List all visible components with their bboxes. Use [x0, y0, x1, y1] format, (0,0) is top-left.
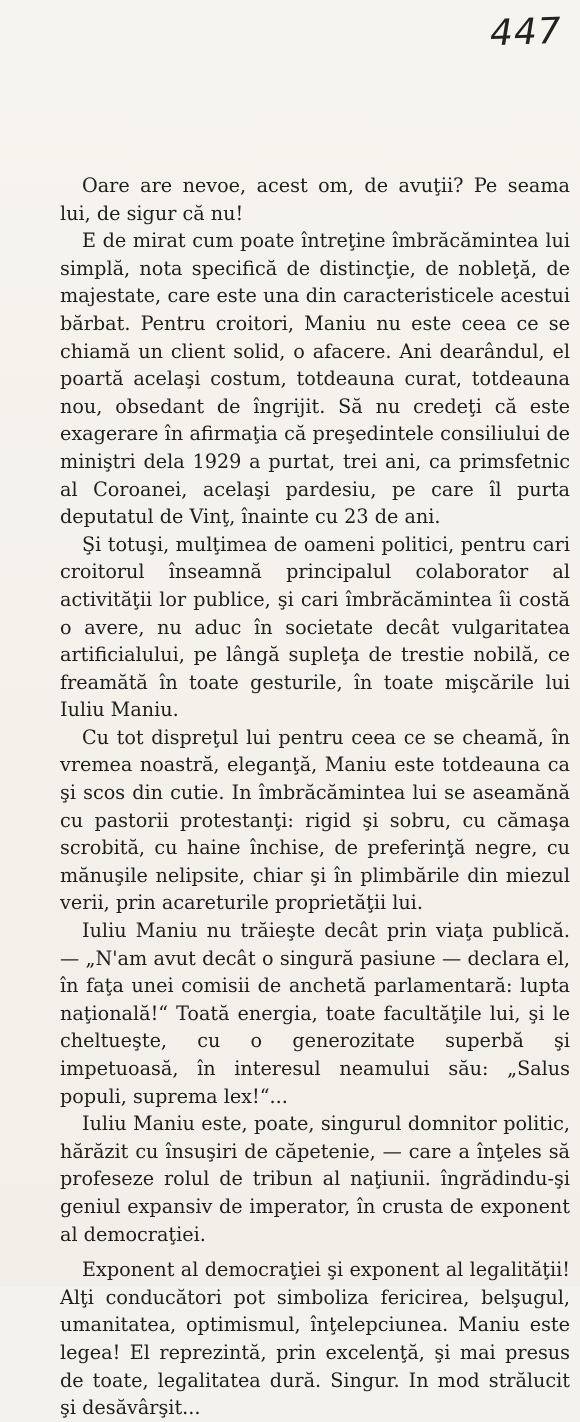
paragraph-5: Iuliu Maniu nu trăieşte decât prin viaţa publică. — „N'am avut decât o singură pasiune — declara el, în faţa unei comisii de anchetă parlamentară: lupta naţională!“ Toată energia, toate facultăţile lui, şi le cheltueşte, cu o generozitate superbă şi impetuoasă, în interesul neamului său: „Salus populi, suprema lex!“... — [60, 919, 570, 1108]
body-text — [60, 172, 570, 1422]
page-number: 447 — [489, 10, 563, 55]
paragraph-6: Iuliu Maniu este, poate, singurul domnitor politic, hărăzit cu însuşiri de căpetenie, — care a înţeles să profeseze rolul de tribun al naţiunii. îngrădindu-şi geniul expansiv de imperator, în crusta de exponent al democraţiei. — [60, 1112, 570, 1246]
paragraph-2: E de mirat cum poate întreţine îmbrăcămintea lui simplă, nota specifică de distincţie, de nobleţă, de majestate, care este una din caracteristicele acestui bărbat. Pentru croitori, Maniu nu este ceea ce se chiamă un client solid, o afacere. Ani dearândul, el poartă acelaşi costum, totdeauna curat, totdeauna nou, obsedant de îngrijit. Să nu credeţi că este exagerare în afirmaţia că preşedintele consiliului de miniştri dela 1929 a purtat, trei ani, ca primsfetnic al Coroanei, acelaşi pardesiu, pe care îl purta deputatul de Vinţ, înainte cu 23 de ani. — [60, 229, 570, 529]
paragraph-1: Oare are nevoe, acest om, de avuţii? Pe seama lui, de sigur că nu! — [60, 174, 570, 225]
paragraph-3: Şi totuşi, mulţimea de oameni politici, pentru cari croitorul înseamnă principalul colaborator al activităţii lor publice, şi cari îmbrăcămintea îi costă o avere, nu aduc în societate decât vulgaritatea artificialului, pe lângă supleţa de trestie nobilă, ce freamătă în toate gesturile, în toate mişcările lui Iuliu Maniu. — [60, 532, 570, 722]
paragraph-4: Cu tot dispreţul lui pentru ceea ce se cheamă, în vremea noastră, eleganţă, Maniu este totdeauna ca şi scos din cutie. In îmbrăcămintea lui se aseamănă cu pastorii protestanţi: rigid şi sobru, cu cămaşa scrobită, cu haine închise, de preferinţă negre, cu mănuşile nelipsite, chiar şi în plimbările din miezul verii, prin acareturile proprietăţii lui. — [60, 725, 570, 915]
paragraph-7: Exponent al democraţiei şi exponent al legalităţii! Alţi conducători pot simboliza fericirea, belşugul, umanitatea, optimismul, înţelepciunea. Maniu este legea! El reprezintă, prin excelenţă, şi mai presus de toate, legalitatea dură. Singur. In mod strălucit şi desăvârşit... — [60, 1258, 570, 1420]
